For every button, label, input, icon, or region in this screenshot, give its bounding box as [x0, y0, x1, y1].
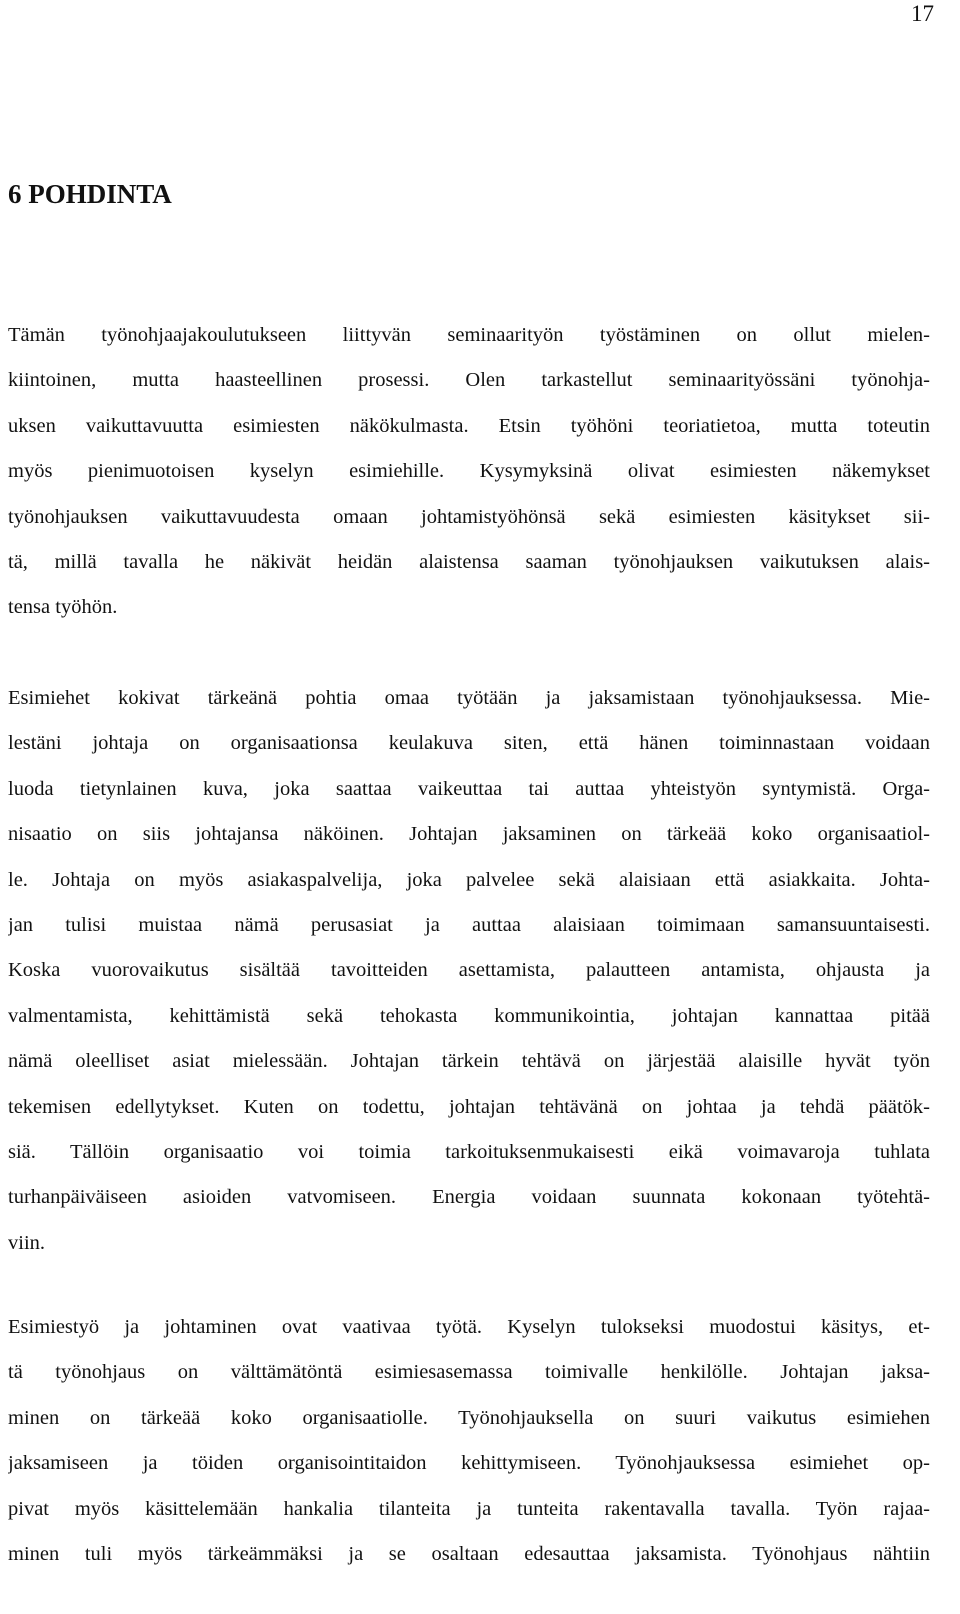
paragraph-line: viin.: [8, 1231, 46, 1254]
paragraph-2: [8, 676, 930, 1266]
paragraph-line: tä, millä tavalla he näkivät heidän alaistensa saaman työnohjauksen vaikutuksen alais-: [8, 550, 930, 573]
paragraph-line: Koska vuorovaikutus sisältää tavoitteiden asettamista, palautteen antamista, ohjausta ja: [8, 959, 930, 982]
paragraph-line: Tämän työnohjaajakoulutukseen liittyvän seminaarityön työstäminen on ollut mielen-: [8, 324, 930, 346]
paragraph-line: turhanpäiväiseen asioiden vatvomiseen. Energia voidaan suunnata kokonaan työtehtä-: [8, 1186, 930, 1209]
paragraph-line: siä. Tällöin organisaatio voi toimia tarkoituksenmukaisesti eikä voimavaroja tuhlata: [8, 1140, 930, 1163]
paragraph-line: pivat myös käsittelemään hankalia tilanteita ja tunteita rakentavalla tavalla. Työn rajaa-: [8, 1497, 930, 1520]
paragraph-line: tä työnohjaus on välttämätöntä esimiesasemassa toimivalle henkilölle. Johtajan jaksa-: [8, 1361, 930, 1384]
paragraph-line: jaksamiseen ja töiden organisointitaidon kehittymiseen. Työnohjauksessa esimiehet op-: [8, 1452, 930, 1475]
paragraph-line: le. Johtaja on myös asiakaspalvelija, joka palvelee sekä alaisiaan että asiakkaita. Johta-: [8, 868, 930, 891]
paragraph-line: tensa työhön.: [8, 596, 118, 619]
section-heading: 6 POHDINTA: [8, 179, 172, 209]
paragraph-line: luoda tietynlainen kuva, joka saattaa vaikeuttaa tai auttaa yhteistyön syntymistä. Orga-: [8, 777, 930, 800]
paragraph-line: myös pienimuotoisen kyselyn esimiehille. Kysymyksinä olivat esimiesten näkemykset: [8, 460, 930, 483]
paragraph-line: nämä oleelliset asiat mielessään. Johtajan tärkein tehtävä on järjestää alaisille hyvät työn: [8, 1050, 930, 1073]
paragraph-line: Esimiestyö ja johtaminen ovat vaativaa työtä. Kyselyn tulokseksi muodostui käsitys, et-: [8, 1316, 930, 1338]
paragraph-line: Esimiehet kokivat tärkeänä pohtia omaa työtään ja jaksamistaan työnohjauksessa. Mie-: [8, 687, 930, 709]
paragraph-line: uksen vaikuttavuutta esimiesten näkökulmasta. Etsin työhöni teoriatietoa, mutta toteutin: [8, 414, 930, 437]
paragraph-line: jan tulisi muistaa nämä perusasiat ja auttaa alaisiaan toimimaan samansuuntaisesti.: [8, 913, 930, 936]
paragraph-line: työnohjauksen vaikuttavuudesta omaan johtamistyöhönsä sekä esimiesten käsitykset sii-: [8, 505, 930, 528]
paragraph-1: [8, 313, 930, 631]
paragraph-line: valmentamista, kehittämistä sekä tehokasta kommunikointia, johtajan kannattaa pitää: [8, 1004, 930, 1027]
paragraph-3: [8, 1305, 930, 1577]
paragraph-line: minen tuli myös tärkeämmäksi ja se osaltaan edesauttaa jaksamista. Työnohjaus nähtiin: [8, 1542, 930, 1565]
paragraph-line: nisaatio on siis johtajansa näköinen. Johtajan jaksaminen on tärkeää koko organisaatiol-: [8, 823, 930, 846]
page-number: 17: [911, 1, 934, 26]
paragraph-line: kiintoinen, mutta haasteellinen prosessi. Olen tarkastellut seminaarityössäni työnohja-: [8, 369, 930, 392]
paragraph-line: tekemisen edellytykset. Kuten on todettu, johtajan tehtävänä on johtaa ja tehdä päätök-: [8, 1095, 930, 1118]
paragraph-line: lestäni johtaja on organisaationsa keulakuva siten, että hänen toiminnastaan voidaan: [8, 732, 930, 755]
paragraph-line: minen on tärkeää koko organisaatiolle. Työnohjauksella on suuri vaikutus esimiehen: [8, 1406, 930, 1429]
